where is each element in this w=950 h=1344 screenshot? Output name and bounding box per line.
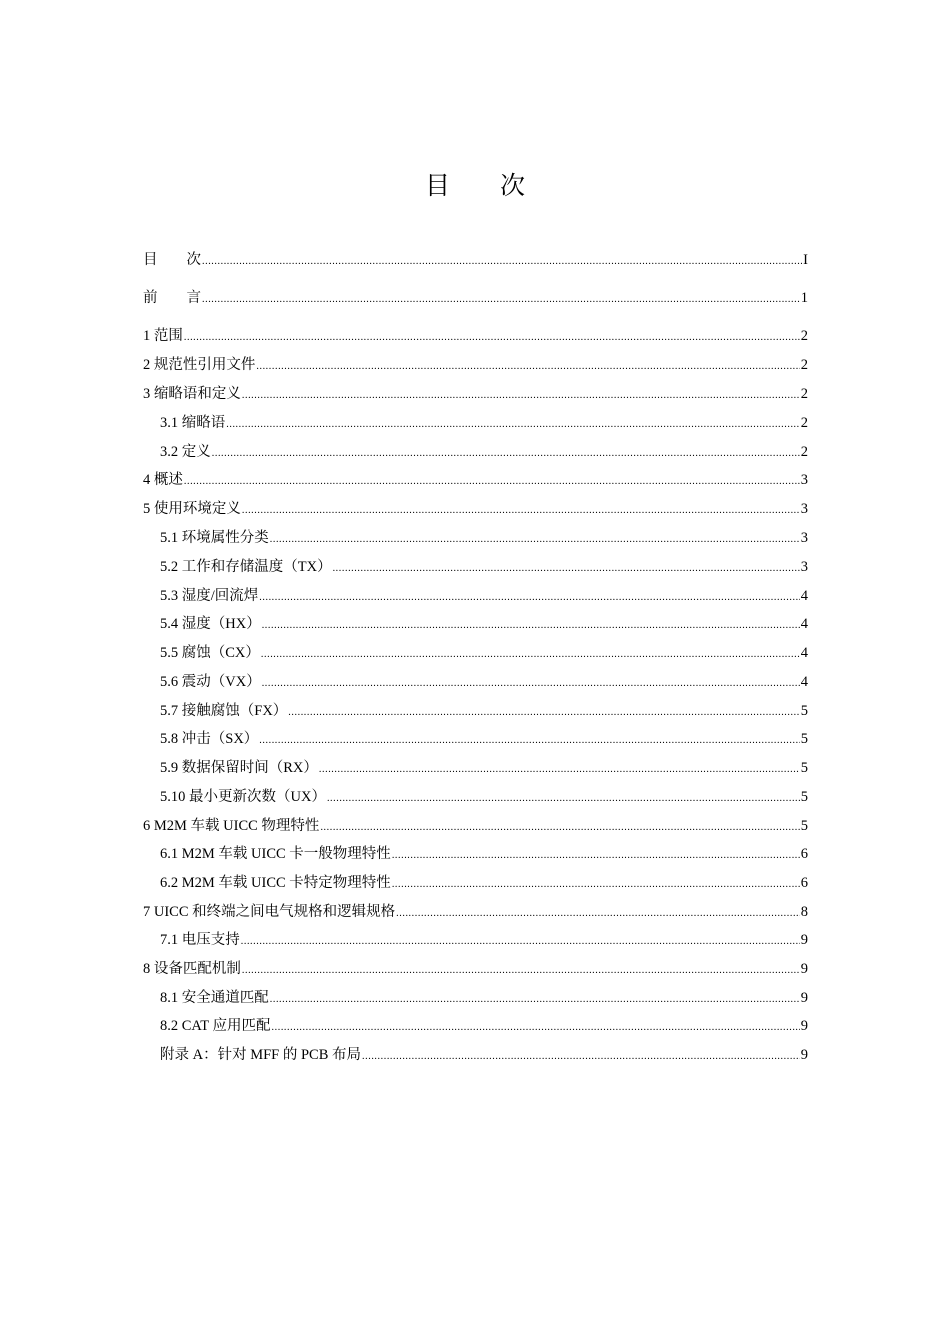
toc-dot-leader	[226, 414, 800, 436]
toc-entry[interactable]	[143, 527, 808, 549]
toc-dot-leader	[320, 817, 799, 839]
toc-dot-leader	[327, 788, 800, 810]
toc-entry[interactable]	[143, 987, 808, 1009]
toc-entry-label: 4 概述	[143, 472, 183, 488]
toc-page-number: 1	[800, 290, 808, 306]
toc-dot-leader	[212, 443, 800, 465]
toc-page-number: 5	[800, 703, 808, 719]
toc-entry[interactable]	[143, 383, 808, 405]
toc-dot-leader	[333, 558, 800, 580]
toc-entry-label: 5.6 震动（VX）	[160, 674, 261, 690]
toc-entry[interactable]	[143, 249, 808, 271]
toc-dot-leader	[270, 529, 800, 551]
toc-dot-leader	[259, 730, 799, 752]
toc-page-number: 9	[800, 990, 808, 1006]
toc-page-number: 5	[800, 789, 808, 805]
toc-dot-leader	[184, 327, 800, 349]
toc-entry[interactable]	[143, 613, 808, 635]
toc-page-number: 9	[800, 961, 808, 977]
toc-page-number: 3	[800, 472, 808, 488]
toc-entry-label: 6.1 M2M 车载 UICC 卡一般物理特性	[160, 846, 391, 862]
toc-entry[interactable]	[143, 843, 808, 865]
toc-dot-leader	[396, 903, 800, 925]
toc-entry-label: 6 M2M 车载 UICC 物理特性	[143, 818, 320, 834]
toc-entry-label: 5.7 接触腐蚀（FX）	[160, 703, 288, 719]
toc-entry-label: 5.3 湿度/回流焊	[160, 588, 259, 604]
toc-entry-label: 6.2 M2M 车载 UICC 卡特定物理特性	[160, 875, 391, 891]
toc-entry-label: 5.8 冲击（SX）	[160, 731, 259, 747]
toc-entry-label: 3.1 缩略语	[160, 415, 226, 431]
toc-page-number: 9	[800, 1047, 808, 1063]
toc-dot-leader	[362, 1046, 800, 1068]
toc-entry[interactable]	[143, 700, 808, 722]
toc-entry-label: 8 设备匹配机制	[143, 961, 241, 977]
toc-dot-leader	[270, 989, 800, 1011]
toc-dot-leader	[202, 251, 802, 273]
toc-dot-leader	[242, 960, 800, 982]
toc-page-number: 5	[800, 731, 808, 747]
toc-dot-leader	[242, 500, 800, 522]
toc-entry-label: 前 言	[143, 290, 201, 306]
toc-dot-leader	[319, 759, 800, 781]
toc-page-number: 3	[800, 559, 808, 575]
toc-page-number: 8	[800, 904, 808, 920]
toc-entry-label: 8.2 CAT 应用匹配	[160, 1018, 271, 1034]
toc-entry[interactable]	[143, 958, 808, 980]
toc-entry[interactable]	[143, 441, 808, 463]
toc-page-number: 2	[800, 328, 808, 344]
toc-page-number: 6	[800, 846, 808, 862]
toc-dot-leader	[392, 845, 800, 867]
toc-entry[interactable]	[143, 872, 808, 894]
toc-page-number: 9	[800, 1018, 808, 1034]
toc-entry[interactable]	[143, 728, 808, 750]
toc-page-number: 3	[800, 501, 808, 517]
toc-dot-leader	[392, 874, 800, 896]
toc-page-number: 2	[800, 444, 808, 460]
toc-page-number: 6	[800, 875, 808, 891]
toc-page-number: 4	[800, 588, 808, 604]
toc-entry[interactable]	[143, 412, 808, 434]
toc-entry[interactable]	[143, 325, 808, 347]
toc-dot-leader	[242, 385, 800, 407]
toc-entry[interactable]	[143, 585, 808, 607]
toc-entry[interactable]	[143, 1015, 808, 1037]
toc-entry[interactable]	[143, 757, 808, 779]
toc-page-number: 4	[800, 616, 808, 632]
toc-entry[interactable]	[143, 354, 808, 376]
toc-page-number: 5	[800, 818, 808, 834]
toc-entry[interactable]	[143, 815, 808, 837]
toc-entry[interactable]	[143, 929, 808, 951]
toc-dot-leader	[261, 644, 800, 666]
toc-dot-leader	[272, 1017, 800, 1039]
toc-page-number: 4	[800, 645, 808, 661]
toc-entry-label: 目 次	[143, 252, 201, 268]
toc-entry[interactable]	[143, 642, 808, 664]
toc-page-number: 3	[800, 530, 808, 546]
toc-page-number: 2	[800, 357, 808, 373]
toc-entry-label: 5.10 最小更新次数（UX）	[160, 789, 326, 805]
toc-entry[interactable]	[143, 498, 808, 520]
toc-page-number: 9	[800, 932, 808, 948]
toc-page-number: 2	[800, 415, 808, 431]
toc-entry-label: 7 UICC 和终端之间电气规格和逻辑规格	[143, 904, 396, 920]
toc-entry[interactable]	[143, 671, 808, 693]
toc-entry[interactable]	[143, 786, 808, 808]
toc-dot-leader	[262, 673, 800, 695]
toc-entry-label: 5.5 腐蚀（CX）	[160, 645, 260, 661]
toc-entry-label: 1 范围	[143, 328, 183, 344]
toc-dot-leader	[184, 471, 800, 493]
toc-dot-leader	[256, 356, 799, 378]
toc-entry-label: 2 规范性引用文件	[143, 357, 256, 373]
toc-entry[interactable]	[143, 556, 808, 578]
toc-entry-label: 附录 A：针对 MFF 的 PCB 布局	[160, 1047, 362, 1063]
toc-page-number: I	[803, 252, 808, 268]
toc-dot-leader	[259, 587, 799, 609]
toc-page-number: 4	[800, 674, 808, 690]
toc-page-number: 2	[800, 386, 808, 402]
toc-entry[interactable]	[143, 469, 808, 491]
toc-entry[interactable]	[143, 901, 808, 923]
toc-entry-label: 5 使用环境定义	[143, 501, 241, 517]
toc-entry[interactable]	[143, 1044, 808, 1066]
page-title: 目 次	[424, 171, 525, 200]
toc-dot-leader	[262, 615, 800, 637]
toc-entry-label: 7.1 电压支持	[160, 932, 240, 948]
toc-entry-label: 5.2 工作和存储温度（TX）	[160, 559, 332, 575]
toc-entry-label: 3.2 定义	[160, 444, 211, 460]
toc-entry-label: 5.9 数据保留时间（RX）	[160, 760, 318, 776]
toc-page-number: 5	[800, 760, 808, 776]
toc-entry-label: 5.1 环境属性分类	[160, 530, 269, 546]
toc-entry[interactable]	[143, 287, 808, 309]
toc-dot-leader	[288, 702, 799, 724]
toc-entry-label: 3 缩略语和定义	[143, 386, 241, 402]
toc-entry-label: 8.1 安全通道匹配	[160, 990, 269, 1006]
toc-entry-label: 5.4 湿度（HX）	[160, 616, 261, 632]
toc-dot-leader	[202, 289, 800, 311]
toc-dot-leader	[241, 931, 800, 953]
